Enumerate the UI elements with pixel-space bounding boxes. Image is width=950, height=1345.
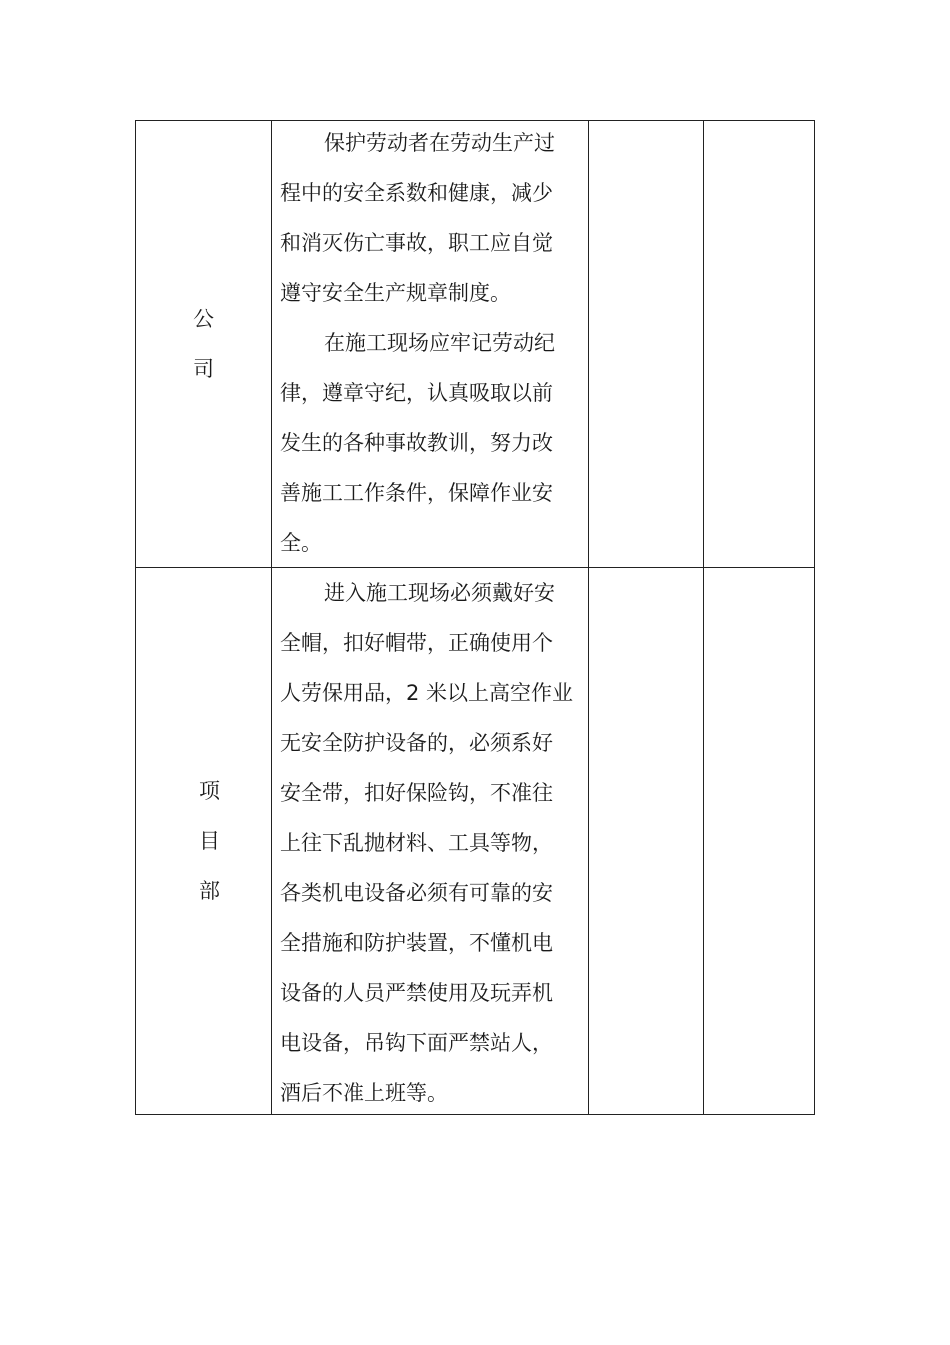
row2-label-char: 部 xyxy=(199,879,220,903)
content-line: 在施工现场应牢记劳动纪 xyxy=(324,331,555,355)
row1-label xyxy=(136,294,271,394)
content-line: 善施工工作条件，保障作业安 xyxy=(280,481,553,505)
row1-empty-cell-a xyxy=(588,120,704,568)
content-line: 律，遵章守纪，认真吸取以前 xyxy=(280,381,553,405)
content-line: 设备的人员严禁使用及玩弄机 xyxy=(280,981,553,1005)
content-line: 和消灭伤亡事故，职工应自觉 xyxy=(280,231,553,255)
row2-label xyxy=(136,766,271,916)
content-line: 电设备，吊钩下面严禁站人， xyxy=(280,1031,553,1055)
content-line: 各类机电设备必须有可靠的安 xyxy=(280,881,553,905)
row1-label-char: 公 xyxy=(193,307,214,331)
content-line: 发生的各种事故教训，努力改 xyxy=(280,431,553,455)
row2-label-char: 项 xyxy=(199,779,220,803)
content-line: 保护劳动者在劳动生产过 xyxy=(324,131,555,155)
row2-content xyxy=(280,568,578,1118)
row1-label-char: 司 xyxy=(193,357,214,381)
row1-empty-cell-b xyxy=(703,120,815,568)
row1-content-cell xyxy=(271,120,589,568)
row2-empty-cell-b xyxy=(703,567,815,1115)
row2-label-char: 目 xyxy=(199,829,220,853)
content-line: 全措施和防护装置，不懂机电 xyxy=(280,931,553,955)
content-line: 安全带，扣好保险钩，不准往 xyxy=(280,781,553,805)
content-line: 程中的安全系数和健康，减少 xyxy=(280,181,553,205)
content-line: 全帽，扣好帽带，正确使用个 xyxy=(280,631,553,655)
content-line: 进入施工现场必须戴好安 xyxy=(324,581,555,605)
content-line: 上往下乱抛材料、工具等物， xyxy=(280,831,553,855)
content-line: 无安全防护设备的，必须系好 xyxy=(280,731,553,755)
row2-content-cell xyxy=(271,567,589,1115)
content-line: 遵守安全生产规章制度。 xyxy=(280,281,511,305)
content-line: 人劳保用品，2 米以上高空作业 xyxy=(280,681,574,705)
safety-table xyxy=(135,120,815,1115)
content-line: 酒后不准上班等。 xyxy=(280,1081,448,1105)
row1-label-cell xyxy=(135,120,272,568)
content-line: 全。 xyxy=(280,531,322,555)
row2-empty-cell-a xyxy=(588,567,704,1115)
row1-content xyxy=(280,118,578,568)
row2-label-cell xyxy=(135,567,272,1115)
